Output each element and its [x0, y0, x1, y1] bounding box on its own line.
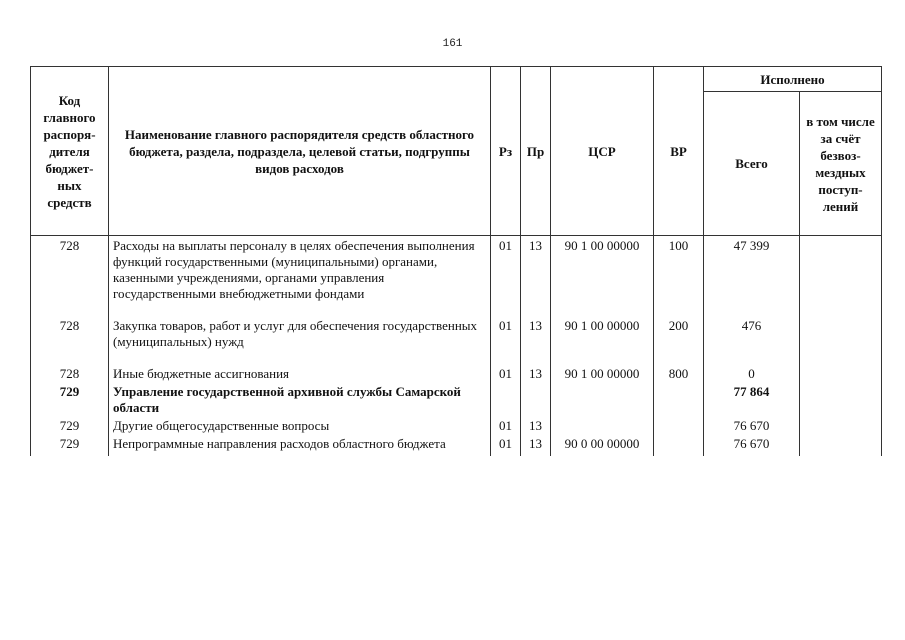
row-vr	[654, 382, 704, 416]
row-rz: 01	[491, 416, 521, 434]
row-pr: 13	[521, 364, 551, 382]
row-code: 729	[31, 416, 109, 434]
row-incl	[800, 364, 882, 382]
row-incl	[800, 434, 882, 456]
header-name: Наименование главного распорядителя средств областного бюджета, раздела, подраздела, целевой статьи, подгруппы видов расходов	[109, 67, 491, 236]
row-total: 476	[704, 316, 800, 364]
row-incl	[800, 382, 882, 416]
row-csr: 90 0 00 00000	[551, 434, 654, 456]
row-code: 728	[31, 364, 109, 382]
row-vr: 100	[654, 236, 704, 317]
expenditure-table	[30, 66, 882, 456]
row-csr: 90 1 00 00000	[551, 236, 654, 317]
row-name: Другие общегосударственные вопросы	[109, 416, 491, 434]
header-code: Код главного распоря-дителя бюджет-ных средств	[31, 67, 109, 236]
header-csr: ЦСР	[551, 67, 654, 236]
table-row	[31, 416, 882, 434]
table-row	[31, 382, 882, 416]
row-pr: 13	[521, 316, 551, 364]
row-vr	[654, 416, 704, 434]
row-rz: 01	[491, 364, 521, 382]
header-vr: ВР	[654, 67, 704, 236]
row-incl	[800, 236, 882, 317]
row-csr: 90 1 00 00000	[551, 364, 654, 382]
row-code: 728	[31, 236, 109, 317]
row-name: Закупка товаров, работ и услуг для обеспечения государственных (муниципальных) нужд	[109, 316, 491, 364]
row-pr: 13	[521, 416, 551, 434]
row-total: 76 670	[704, 416, 800, 434]
row-code: 729	[31, 382, 109, 416]
table-row	[31, 434, 882, 456]
header-rz: Рз	[491, 67, 521, 236]
header-total: Всего	[704, 92, 800, 236]
row-total: 0	[704, 364, 800, 382]
row-pr	[521, 382, 551, 416]
row-vr	[654, 434, 704, 456]
row-rz: 01	[491, 434, 521, 456]
row-pr: 13	[521, 434, 551, 456]
row-code: 728	[31, 316, 109, 364]
row-total: 77 864	[704, 382, 800, 416]
row-incl	[800, 316, 882, 364]
row-csr	[551, 416, 654, 434]
header-pr: Пр	[521, 67, 551, 236]
table-row	[31, 236, 882, 317]
row-rz	[491, 382, 521, 416]
row-vr: 800	[654, 364, 704, 382]
header-incl: в том числе за счёт безвоз-мездных поступ-лений	[800, 92, 882, 236]
row-incl	[800, 416, 882, 434]
row-total: 76 670	[704, 434, 800, 456]
row-name: Управление государственной архивной службы Самарской области	[109, 382, 491, 416]
row-vr: 200	[654, 316, 704, 364]
table-row	[31, 364, 882, 382]
row-name: Иные бюджетные ассигнования	[109, 364, 491, 382]
row-total: 47 399	[704, 236, 800, 317]
row-name: Непрограммные направления расходов областного бюджета	[109, 434, 491, 456]
row-rz: 01	[491, 236, 521, 317]
row-code: 729	[31, 434, 109, 456]
row-csr	[551, 382, 654, 416]
page-number: 161	[442, 38, 463, 50]
row-rz: 01	[491, 316, 521, 364]
table-row	[31, 316, 882, 364]
header-executed: Исполнено	[704, 67, 882, 92]
row-csr: 90 1 00 00000	[551, 316, 654, 364]
row-pr: 13	[521, 236, 551, 317]
row-name: Расходы на выплаты персоналу в целях обеспечения выполнения функций государственными (муниципальными) органами, казенными учреждениями, органами управления государственными внебюджетными фондами	[109, 236, 491, 317]
